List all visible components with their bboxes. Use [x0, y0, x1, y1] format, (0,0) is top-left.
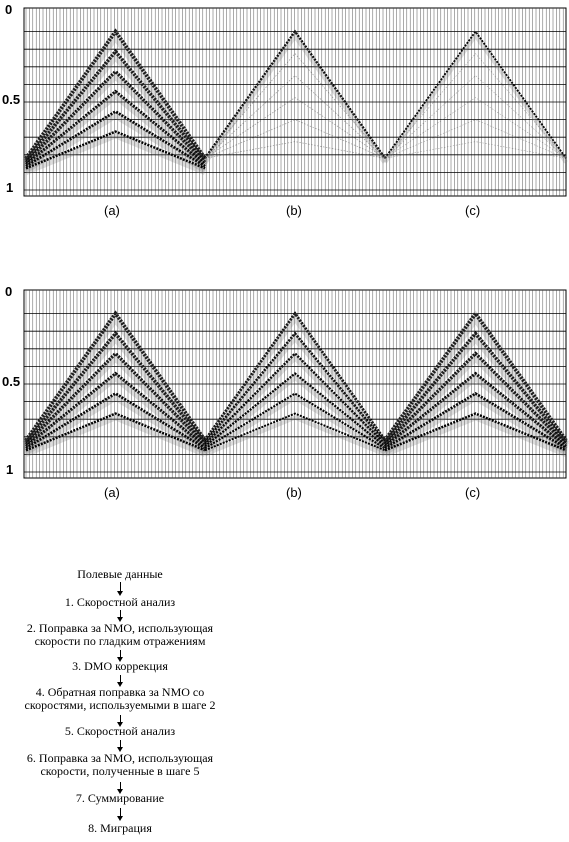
flow-step-field-data — [0, 568, 240, 581]
flow-step-line: 2. Поправка за NMO, использующая — [26, 621, 214, 635]
flow-step-line: 7. Суммирование — [75, 791, 165, 805]
processing-flowchart — [0, 560, 240, 842]
flow-step-line: 3. DMO коррекция — [72, 659, 168, 673]
flow-step-line: 8. Миграция — [88, 821, 152, 835]
y-tick-0.5: 0.5 — [2, 92, 21, 107]
flow-arrow — [120, 610, 121, 618]
flow-step-6 — [0, 752, 240, 778]
flow-step-8 — [0, 822, 240, 835]
reflection-event-faint — [205, 76, 385, 159]
panel-label-c: (c) — [465, 485, 481, 500]
y-tick-1: 1 — [6, 462, 14, 477]
flow-step-line: скоростями, используемыми в шаге 2 — [24, 698, 216, 712]
reflection-event-faint — [385, 98, 566, 159]
flow-step-5 — [0, 725, 240, 738]
reflection-halo — [385, 36, 566, 163]
seismic-plot-bottom — [0, 282, 569, 512]
panel-label-a: (a) — [104, 485, 120, 500]
flow-step-3 — [0, 660, 240, 673]
reflection-event-faint — [205, 54, 385, 159]
flow-arrow — [120, 675, 121, 683]
panel-label-a: (a) — [104, 203, 120, 218]
flow-step-line: Полевые данные — [77, 567, 163, 581]
reflection-event — [205, 32, 385, 159]
panel-label-c: (c) — [465, 203, 481, 218]
reflection-event-faint — [385, 76, 566, 159]
flow-step-4 — [0, 686, 240, 712]
flow-arrow — [120, 650, 121, 658]
reflection-event — [385, 32, 566, 159]
flow-step-7 — [0, 792, 240, 805]
reflection-halo — [205, 36, 385, 163]
reflection-event-faint — [385, 54, 566, 159]
y-tick-0.5: 0.5 — [2, 374, 21, 389]
flow-step-line: 4. Обратная поправка за NMO со — [35, 685, 205, 699]
seismic-figure-top — [0, 0, 569, 230]
flow-arrow — [120, 808, 121, 817]
y-tick-1: 1 — [6, 180, 14, 195]
flow-arrow — [120, 782, 121, 790]
reflection-event-faint — [385, 142, 566, 159]
flow-step-line: 6. Поправка за NMO, использующая — [26, 751, 214, 765]
flow-arrow — [120, 740, 121, 748]
seismic-figure-bottom — [0, 282, 569, 512]
panel-label-b: (b) — [286, 485, 302, 500]
flow-step-2 — [0, 622, 240, 648]
panel-label-b: (b) — [286, 203, 302, 218]
flow-arrow — [120, 582, 121, 592]
y-tick-0: 0 — [5, 284, 13, 299]
flow-step-1 — [0, 596, 240, 609]
seismic-plot-top — [0, 0, 569, 230]
flow-step-line: скорости по гладким отражениям — [34, 634, 206, 648]
flow-step-line: 5. Скоростной анализ — [64, 724, 176, 738]
y-tick-0: 0 — [5, 2, 13, 17]
flow-step-line: 1. Скоростной анализ — [64, 595, 176, 609]
flow-step-line: скорости, полученные в шаге 5 — [40, 764, 200, 778]
flow-arrow — [120, 715, 121, 723]
reflection-event-faint — [205, 142, 385, 159]
